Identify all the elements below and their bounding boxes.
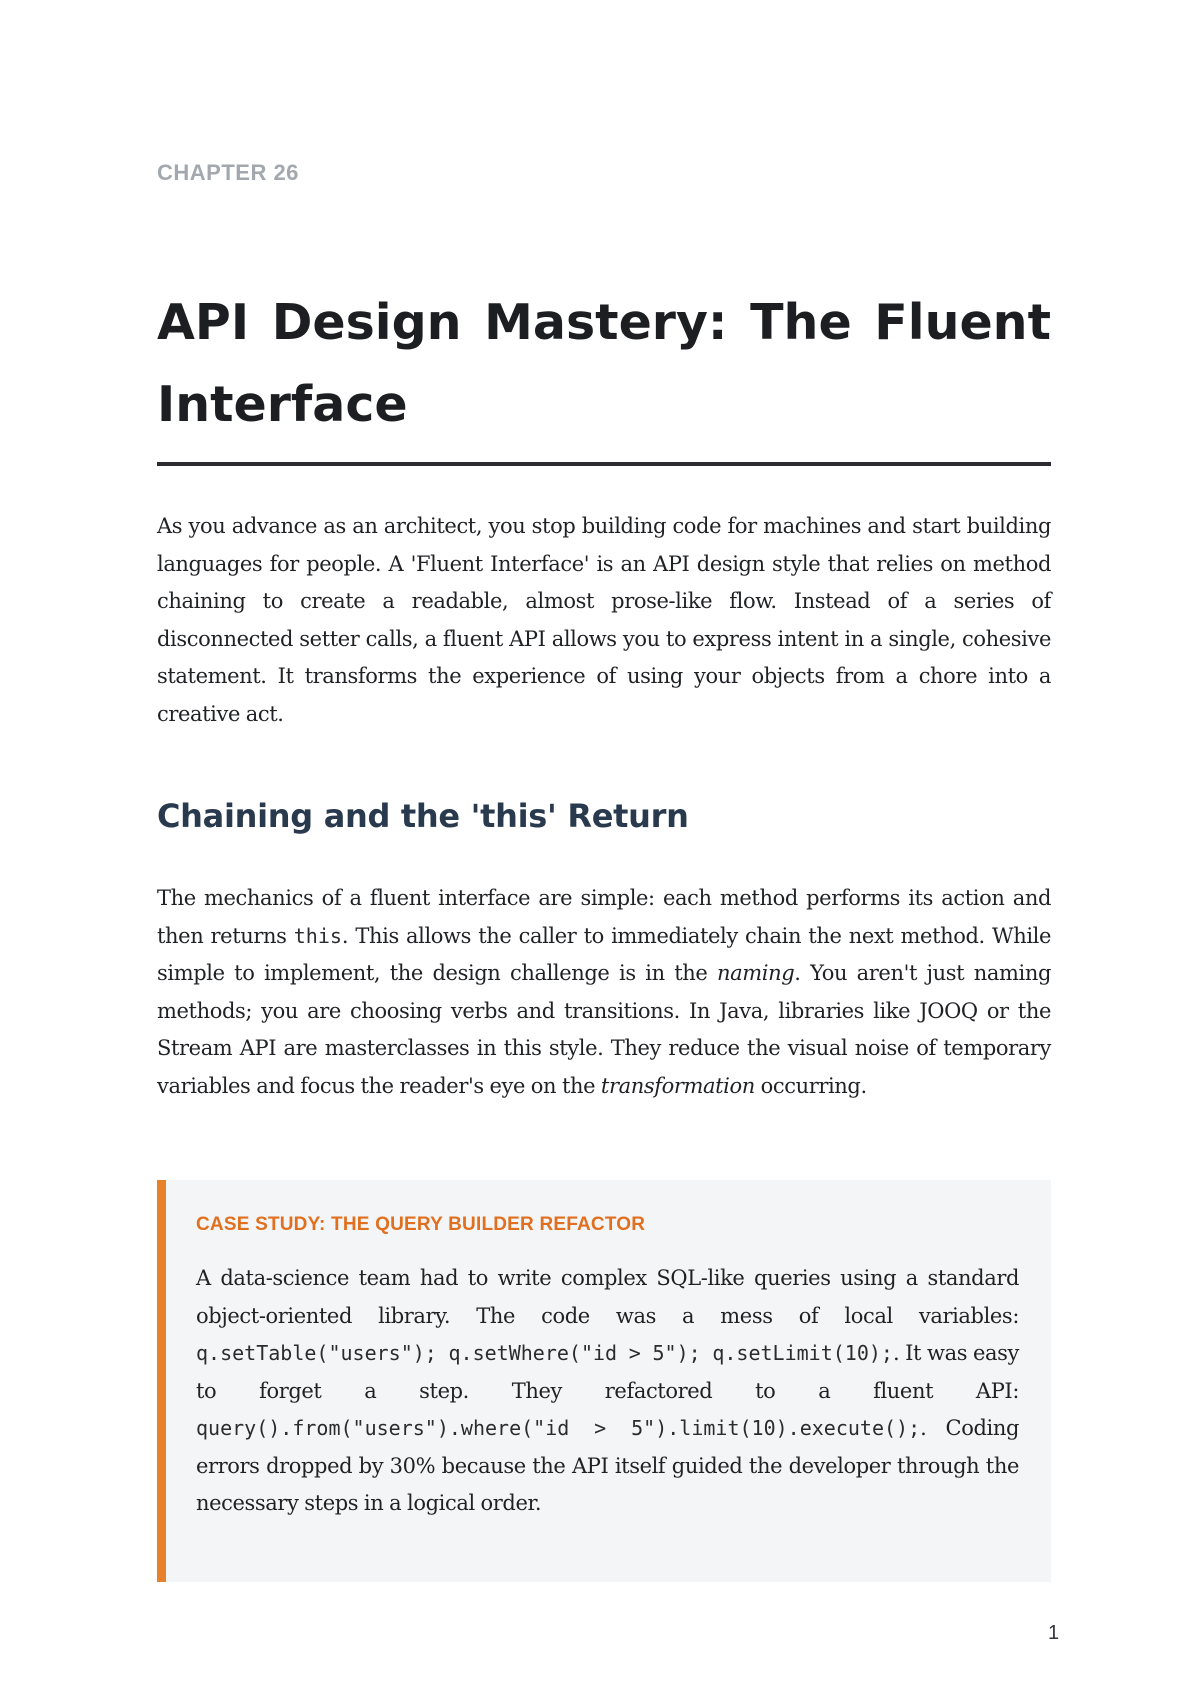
chapter-label: CHAPTER 26 (157, 160, 299, 185)
section-text-3: . You aren't just naming methods; you are choosing verbs and transitions. In Java, libraries like JOOQ or the Stream API are masterclasses in this style. They reduce the visual noise of temporary variables and focus the reader's eye on the (157, 961, 1051, 1098)
inline-code-fluent-query: query().from("users").where("id > 5").limit(10).execute(); (196, 1416, 921, 1440)
inline-code-this: this (293, 923, 342, 948)
emphasis-transformation: transformation (600, 1073, 755, 1098)
case-study-text (196, 1260, 1019, 1523)
section-text-4: occurring. (754, 1073, 867, 1098)
emphasis-naming: naming (717, 961, 795, 985)
section-text-1: The mechanics of a fluent interface are simple: each method performs its action and then returns (157, 886, 1051, 948)
intro-paragraph: As you advance as an architect, you stop building code for machines and start building languages for people. A 'Fluent Interface' is an API design style that relies on method chaining to create a readable, almost prose-like flow. Instead of a series of disconnected setter calls, a fluent API allows you to express intent in a single, cohesive statement. It transforms the experience of using your objects from a chore into a creative act. (157, 514, 1051, 726)
case-text-2: . It was easy to forget a step. They refactored to a fluent API: (196, 1341, 1019, 1403)
title-divider (157, 462, 1051, 466)
case-text-3: . Coding errors dropped by 30% because the API itself guided the developer through the necessary steps in a logical order. (196, 1416, 1019, 1515)
page-number: 1 (1048, 1622, 1060, 1644)
inline-code-setters: q.setTable("users"); q.setWhere("id > 5"); q.setLimit(10); (196, 1341, 893, 1365)
case-text-1: A data-science team had to write complex SQL-like queries using a standard object-oriented library. The code was a mess of local variables: (196, 1266, 1019, 1328)
section-paragraph (157, 880, 1051, 1105)
section-heading: Chaining and the 'this' Return (157, 797, 689, 835)
chapter-title: API Design Mastery: The Fluent Interface (157, 294, 1051, 433)
section-text-2: . This allows the caller to immediately chain the next method. While simple to implement, the design challenge is in the (157, 923, 1051, 985)
case-study-callout (157, 1180, 1051, 1582)
case-study-label: CASE STUDY: THE QUERY BUILDER REFACTOR (196, 1214, 646, 1235)
